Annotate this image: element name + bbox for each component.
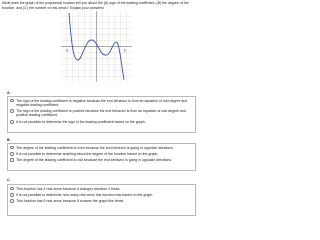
- option-label: The sign of the leading coefficient is negative because the end behavior is from an equation of odd degree and negative leading coefficient.: [16, 98, 188, 107]
- radio-button[interactable]: [10, 109, 14, 113]
- option-c3[interactable]: [10, 199, 193, 203]
- question-text: What does the graph of the polynomial function tell you about the (A) sign of the leading coefficient, (B) the degree of the function, and (C) the number of real zeros? Explain your answers!: [2, 1, 189, 10]
- radio-button[interactable]: [10, 187, 14, 191]
- section-b-letter: B.: [7, 138, 11, 142]
- option-label: The degree of the leading coefficient is even because the end behavior is going in opposite directions.: [16, 145, 174, 150]
- option-a3[interactable]: [10, 120, 193, 124]
- option-label: The degree of the leading coefficient is odd because the end behavior is going in opposite directions.: [16, 158, 173, 163]
- option-label: It is not possible to determine anything about the degree of the function based on the graph.: [16, 151, 159, 156]
- radio-button[interactable]: [10, 120, 14, 124]
- x-axis-min-label: -5: [65, 48, 69, 53]
- polynomial-graph: [61, 11, 132, 82]
- option-b1[interactable]: [10, 146, 193, 150]
- section-c-options: [7, 184, 196, 216]
- section-a-letter: A.: [7, 91, 11, 95]
- section-c-letter: C.: [7, 178, 11, 182]
- radio-button[interactable]: [10, 152, 14, 156]
- option-b2[interactable]: [10, 152, 193, 156]
- radio-button[interactable]: [10, 158, 14, 162]
- option-c2[interactable]: [10, 193, 193, 197]
- section-b-options: [7, 143, 196, 171]
- option-label: This function has 4 real zeros because it changes direction 4 times.: [16, 186, 121, 191]
- radio-button[interactable]: [10, 99, 14, 103]
- option-a2[interactable]: [10, 109, 193, 118]
- option-label: It is not possible to determine the sign of the leading coefficient based on the graph.: [16, 119, 146, 124]
- x-axis-max-label: 5: [124, 48, 126, 53]
- option-label: The sign of the leading coefficient is positive because the end behavior is from an equation of odd degree and positive leading coefficient.: [16, 109, 186, 118]
- radio-button[interactable]: [10, 193, 14, 197]
- option-label: It is not possible to determine how many real zeros this function has based on the graph.: [16, 192, 154, 197]
- option-b3[interactable]: [10, 158, 193, 162]
- section-a-options: [7, 96, 196, 133]
- option-a1[interactable]: [10, 99, 193, 108]
- radio-button[interactable]: [10, 146, 14, 150]
- radio-button[interactable]: [10, 199, 14, 203]
- option-c1[interactable]: [10, 187, 193, 191]
- option-label: This function has 5 real zeros because it crosses the graph five times.: [16, 199, 125, 204]
